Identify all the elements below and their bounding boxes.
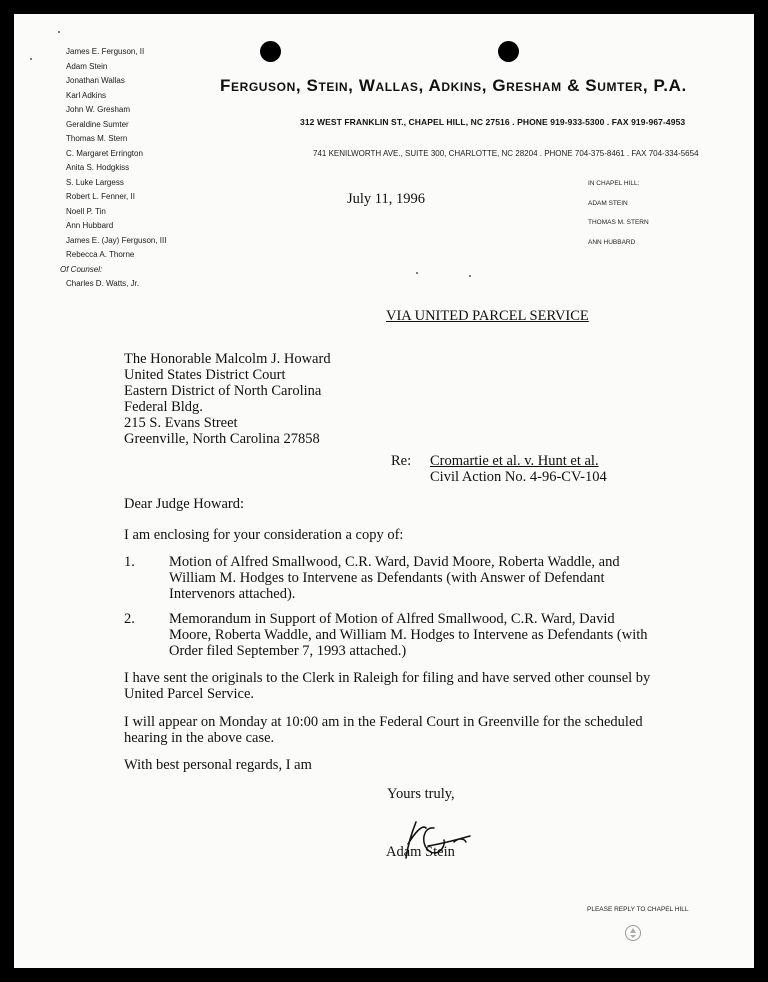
partner-name: Jonathan Wallas — [66, 76, 125, 85]
body-paragraph: I have sent the originals to the Clerk in Raleigh for filing and have served other counsel by United Parcel Service. — [124, 670, 651, 702]
addressee-block — [124, 351, 331, 447]
item-number: 2. — [124, 611, 135, 627]
item-text: Memorandum in Support of Motion of Alfred Smallwood, C.R. Ward, David Moore, Roberta Waddle, and William M. Hodges to Intervene as Defendants (with Order filed September 7, 1993 attached.) — [169, 611, 648, 659]
partner-name: S. Luke Largess — [66, 177, 124, 187]
scan-speck — [469, 275, 471, 277]
closing: Yours truly, — [387, 786, 455, 802]
partners-list — [60, 45, 236, 292]
item-text: Motion of Alfred Smallwood, C.R. Ward, David Moore, Roberta Waddle, and William M. Hodges to Intervene as Defendants (with Answer of Defendant Intervenors attached). — [169, 554, 620, 602]
partner-name: Thomas M. Stern — [66, 134, 128, 143]
scan-speck — [30, 58, 32, 60]
scan-speck — [58, 31, 60, 33]
addressee-line: 215 S. Evans Street — [124, 415, 238, 431]
re-label: Re: — [391, 453, 412, 469]
address-chapel-hill: 312 WEST FRANKLIN ST., CHAPEL HILL, NC 27516 . PHONE 919-933-5300 . FAX 919-967-4953 — [300, 117, 686, 127]
partner-name: Ann Hubbard — [66, 221, 114, 230]
letter-date: July 11, 1996 — [347, 191, 426, 207]
partner-name: John W. Gresham — [66, 105, 131, 114]
addressee-line: United States District Court — [124, 367, 286, 383]
chapel-hill-attorney: THOMAS M. STERN — [588, 219, 649, 226]
re-block — [430, 453, 607, 485]
partner-name: Karl Adkins — [66, 90, 107, 100]
punch-hole-left — [260, 41, 281, 62]
addressee-line: Federal Bldg. — [124, 399, 203, 415]
signer-name: Adam Stein — [386, 844, 455, 860]
partner-name: James E. Ferguson, II — [66, 47, 145, 56]
chapel-hill-attorney: ADAM STEIN — [588, 199, 628, 207]
partner-name: James E. (Jay) Ferguson, III — [66, 235, 167, 245]
re-case-name: Cromartie et al. v. Hunt et al. — [430, 453, 599, 469]
chapel-hill-attorneys — [588, 174, 649, 252]
re-action-number: Civil Action No. 4-96-CV-104 — [430, 469, 607, 485]
partner-name: Geraldine Sumter — [66, 119, 129, 129]
partner-name: Adam Stein — [66, 61, 108, 71]
item-number: 1. — [124, 554, 135, 570]
chapel-hill-label: IN CHAPEL HILL: — [588, 180, 640, 187]
reply-note: PLEASE REPLY TO CHAPEL HILL — [587, 906, 689, 913]
of-counsel-name: Charles D. Watts, Jr. — [66, 279, 140, 288]
regards-line: With best personal regards, I am — [124, 757, 312, 773]
of-counsel-label: Of Counsel: — [60, 264, 103, 274]
letter-page — [14, 14, 754, 968]
firm-name-text: Ferguson, Stein, Wallas, Adkins, Gresham & Sumter, P.A. — [220, 76, 687, 95]
addressee-line: The Honorable Malcolm J. Howard — [124, 351, 331, 367]
delivery-method: VIA UNITED PARCEL SERVICE — [386, 308, 589, 324]
intro-paragraph: I am enclosing for your consideration a copy of: — [124, 527, 404, 543]
scan-speck — [416, 272, 418, 274]
addressee-line: Greenville, North Carolina 27858 — [124, 431, 320, 447]
addressee-line: Eastern District of North Carolina — [124, 383, 322, 399]
partner-name: Noell P. Tin — [66, 206, 106, 216]
firm-name — [220, 76, 720, 96]
partner-name: Robert L. Fenner, II — [66, 192, 135, 201]
address-charlotte: 741 KENILWORTH AVE., SUITE 300, CHARLOTTE, NC 28204 . PHONE 704-375-8461 . FAX 704-334-5654 — [313, 149, 699, 158]
partner-name: Rebecca A. Thorne — [66, 250, 135, 259]
recycled-seal-icon — [624, 924, 642, 942]
chapel-hill-attorney: ANN HUBBARD — [588, 238, 636, 246]
partner-name: Anita S. Hodgkiss — [66, 163, 130, 172]
body-paragraph: I will appear on Monday at 10:00 am in the Federal Court in Greenville for the scheduled hearing in the above case. — [124, 714, 643, 746]
partner-name: C. Margaret Errington — [66, 148, 143, 158]
punch-hole-right — [498, 41, 519, 62]
salutation: Dear Judge Howard: — [124, 496, 244, 512]
